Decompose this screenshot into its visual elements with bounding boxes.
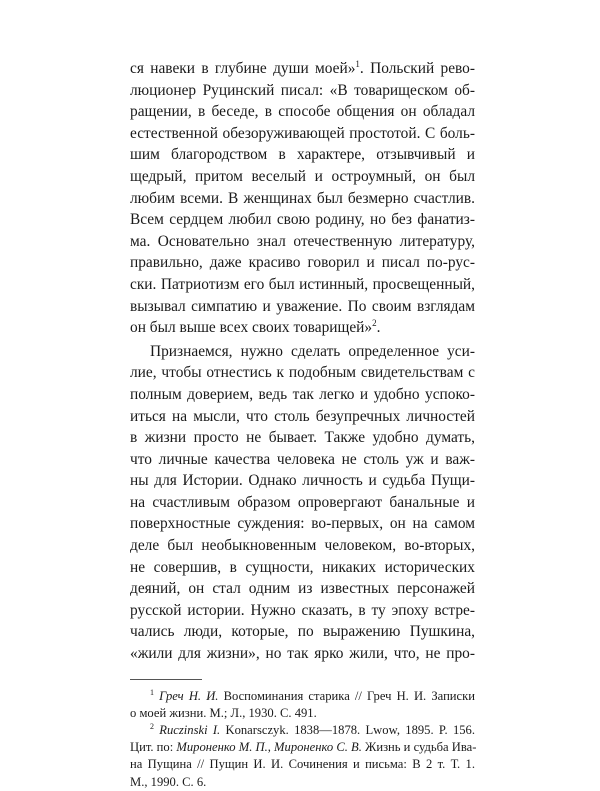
- text-line: Признаемся, нужно сделать определенное уси-: [150, 342, 475, 360]
- text-line: чались люди, которые, по выражению Пушкина,: [130, 623, 475, 641]
- text-line: не совершив, в сущности, никаких исторических: [130, 558, 475, 576]
- text-line: ны для Истории. Однако личность и судьба Пущи-: [130, 472, 475, 490]
- text-line: ски. Патриотизм его был истинный, просвещенный,: [130, 275, 475, 293]
- text-line: деяний, он стал одним из известных персонажей: [130, 580, 475, 598]
- footnote-separator: [130, 679, 202, 680]
- text-line: что личные качества человека не столь уж и важ-: [130, 450, 475, 468]
- footnote-author: Ruczinski I.: [159, 723, 221, 737]
- text-line: естественной обезоруживающей простотой. С боль-: [130, 124, 475, 142]
- footnote-line: о моей жизни. М.; Л., 1930. С. 491.: [130, 705, 317, 720]
- footnote-2: [130, 722, 475, 791]
- footnote-line: $^2$ Ruczinski I. Konarsczyk. 1838—1878. Lwow, 1895. P. 156.: [150, 721, 475, 737]
- text-line: правильно, даже красиво говорил и писал по-рус-: [130, 254, 475, 272]
- text-line: вызывал симпатию и уважение. По своим взглядам: [130, 297, 475, 315]
- text-line: ся навеки в глубине души моей»$^1$. Польский рево-: [130, 58, 476, 77]
- footnote-marker: 1: [150, 687, 154, 697]
- text-line: любим всеми. В женщинах был безмерно счастлив.: [130, 189, 475, 207]
- footnote-line: на Пущина // Пущин И. И. Сочинения и письма: В 2 т. Т. 1.: [130, 757, 475, 772]
- text-line: полным доверием, ведь так легко и удобно успоко-: [130, 385, 475, 403]
- footnote-ref-2[interactable]: 2: [372, 318, 377, 328]
- text-line: он был выше всех своих товарищей»$^2$.: [130, 318, 381, 337]
- footnote-line: М., 1990. С. 6.: [130, 774, 207, 789]
- footnote-author: Мироненко С. В.: [274, 740, 362, 755]
- text-line: деле был необыкновенным человеком, во-вторых,: [130, 537, 475, 555]
- text-line: «жили для жизни», но так ярко жили, что, не про-: [130, 645, 475, 663]
- footnote-author: Греч Н. И.: [159, 688, 219, 703]
- footnote-line: Цит. по: Мироненко М. П., Мироненко С. В. Жизнь и судьба Ива-: [130, 740, 477, 755]
- text-line: шим благородством в характере, отзывчивый и: [130, 146, 475, 164]
- text-line: в жизни просто не бывает. Также удобно думать,: [130, 429, 475, 447]
- text-line: иться на мысли, что столь безупречных личностей: [130, 407, 475, 425]
- text-line: на счастливым образом опровергают банальные и: [130, 493, 475, 511]
- paragraph-pushchin: [130, 341, 475, 665]
- text-line: поверхностные суждения: во-первых, он на самом: [130, 515, 475, 533]
- footnotes: [130, 688, 475, 791]
- footnote-author: Мироненко М. П.: [176, 740, 268, 755]
- footnote-ref-1[interactable]: 1: [355, 58, 360, 69]
- book-page: [130, 58, 475, 791]
- paragraph-quote-continuation: [130, 58, 475, 339]
- text-line: ма. Основательно знал отечественную литературу,: [130, 232, 475, 250]
- text-line: Всем сердцем любил свою родину, но без фанатиз-: [130, 211, 475, 229]
- text-line: лие, чтобы отнестись к подобным свидетельствам с: [130, 364, 475, 382]
- text-line: люционер Руцинский писал: «В товарищеском об-: [130, 81, 475, 99]
- footnote-marker: 2: [150, 721, 154, 731]
- main-text: [130, 58, 475, 665]
- text-line: щедрый, притом веселый и остроумный, он был: [130, 167, 475, 185]
- text-line: русской истории. Нужно сказать, в ту эпоху встре-: [130, 601, 475, 619]
- text-line: ращении, в беседе, в способе общения он обладал: [130, 103, 475, 121]
- footnote-1: [130, 688, 475, 722]
- footnote-line: $^1$ Греч Н. И. Воспоминания старика // Греч Н. И. Записки: [150, 687, 475, 703]
